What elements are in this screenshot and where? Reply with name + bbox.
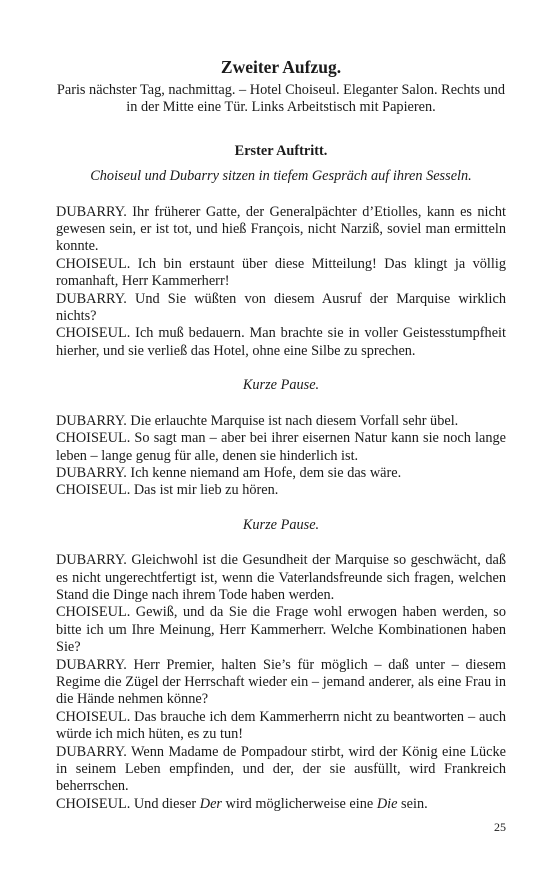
speech-line	[56, 604, 506, 656]
pause-direction: Kurze Pause.	[242, 516, 320, 533]
speaker-name: DUBARRY.	[56, 290, 127, 307]
speech-text: Ich bin erstaunt über diese Mitteilung! Das klingt ja völlig romanhaft, Herr Kammerherr!	[56, 255, 506, 290]
speech-text: Ihr früherer Gatte, der Generalpächter d’Etiolles, kann es nicht gewesen sein, er ist tot, und hieß François, nicht Narziß, soviel man ermitteln konnte.	[56, 203, 506, 255]
emphasis-text: Die	[376, 795, 398, 812]
speech-text: wird möglicherweise eine	[221, 795, 377, 812]
speech-text: Und Sie wüßten von diesem Ausruf der Marquise wirklich nichts?	[56, 290, 506, 325]
speaker-name: DUBARRY.	[56, 203, 127, 220]
speech-line	[56, 465, 506, 482]
speaker-name: DUBARRY.	[56, 464, 127, 481]
speech-text: Herr Premier, halten Sie’s für möglich – daß unter – diesem Regime die Zügel der Herrschaft wieder ein – jemand anderer, als eine Frau in die Hände nehmen könne?	[56, 656, 506, 708]
pause-direction: Kurze Pause.	[242, 377, 320, 394]
emphasis-text: Der	[199, 795, 222, 812]
speech-text: Wenn Madame de Pompadour stirbt, wird der König eine Lücke in seinem Leben empfinden, und der, der sie ausfüllt, wird Frankreich beherrschen.	[56, 743, 506, 795]
speech-text: sein.	[397, 795, 428, 812]
speech-line	[56, 657, 506, 709]
speaker-name: DUBARRY.	[56, 412, 127, 429]
speaker-name: CHOISEUL.	[56, 708, 131, 725]
speech-line	[56, 744, 506, 796]
speaker-name: CHOISEUL.	[56, 430, 131, 447]
speaker-name: CHOISEUL.	[56, 482, 131, 499]
speech-line	[56, 413, 506, 430]
speech-text: Das ist mir lieb zu hören.	[130, 482, 279, 499]
speaker-name: DUBARRY.	[56, 656, 127, 673]
speech-line	[56, 796, 506, 813]
speech-line	[56, 256, 506, 291]
act-title: Zweiter Aufzug.	[220, 57, 342, 77]
speech-line	[56, 291, 506, 326]
speech-text: Die erlauchte Marquise ist nach diesem Vorfall sehr übel.	[126, 412, 459, 429]
speaker-name: CHOISEUL.	[56, 325, 131, 342]
speech-text: Gewiß, und da Sie die Frage wohl erwogen haben werden, so bitte ich um Ihre Meinung, Herr Kammerherr. Welche Kombinationen haben Sie?	[56, 604, 506, 656]
speaker-name: DUBARRY.	[56, 552, 127, 569]
speech-text: Gleichwohl ist die Gesundheit der Marquise so geschwächt, daß es nicht ungerechtfertigt ist, wenn die Vaterlandsfreunde sich fragen, welchen Stand die Dinge nach ihrem Tode haben werden.	[56, 552, 506, 603]
speaker-name: CHOISEUL.	[56, 795, 131, 812]
speech-line	[56, 552, 506, 604]
speech-line	[56, 430, 506, 465]
speech-text: Ich kenne niemand am Hofe, dem sie das wäre.	[126, 464, 402, 481]
stage-direction: Choiseul und Dubarry sitzen in tiefem Gespräch auf ihren Sesseln.	[90, 168, 472, 185]
speech-text: Das brauche ich dem Kammerherrn nicht zu beantworten – auch würde ich mich hüten, es zu tun!	[56, 708, 506, 743]
speaker-name: CHOISEUL.	[56, 604, 131, 621]
page-number: 25	[494, 820, 506, 834]
speech-text: So sagt man – aber bei ihrer eisernen Natur kann sie noch lange leben – lange genug für alle, denen sie hinderlich ist.	[56, 430, 506, 464]
speech-line	[56, 204, 506, 256]
speaker-name: CHOISEUL.	[56, 255, 131, 272]
speaker-name: DUBARRY.	[56, 743, 127, 760]
page-content	[56, 56, 506, 813]
speech-text: Ich muß bedauern. Man brachte sie in voller Geistesstumpfheit hierher, und sie verließ das Hotel, ohne eine Silbe zu sprechen.	[56, 325, 506, 359]
setting-description: Paris nächster Tag, nachmittag. – Hotel Choiseul. Eleganter Salon. Rechts und in der Mitte eine Tür. Links Arbeitstisch mit Papieren.	[56, 82, 506, 116]
speech-text: Und dieser	[130, 795, 200, 812]
speech-line	[56, 482, 506, 499]
speech-line	[56, 325, 506, 360]
scene-title: Erster Auftritt.	[234, 142, 328, 159]
speech-line	[56, 709, 506, 744]
